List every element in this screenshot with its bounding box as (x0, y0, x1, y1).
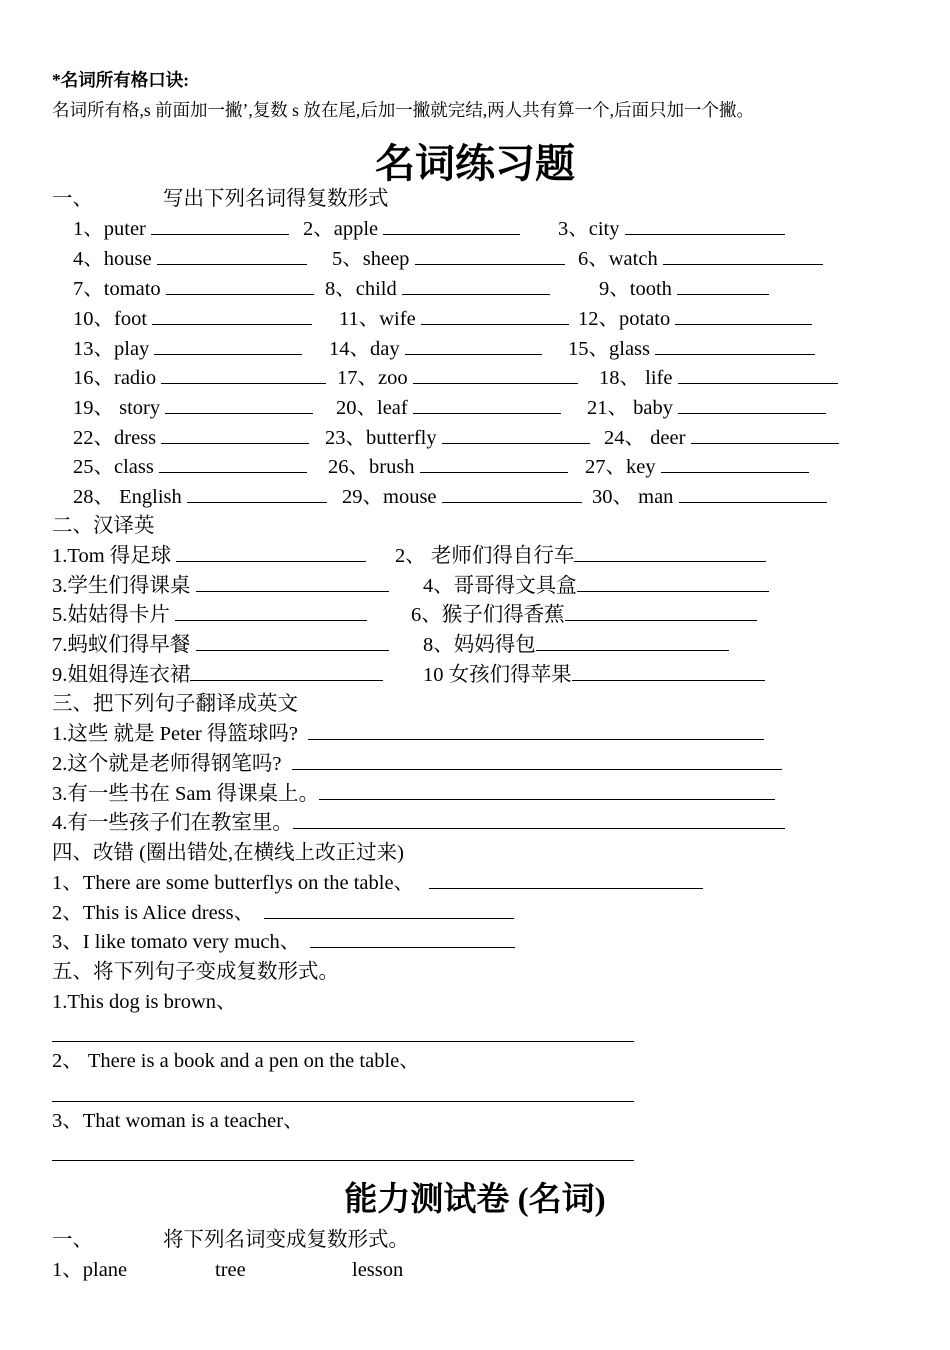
section-title-test: 能力测试卷 (名词) (344, 1182, 606, 1218)
list-item: 1、plane (52, 1259, 128, 1281)
list-row (52, 780, 775, 808)
answer-blank[interactable] (574, 542, 766, 562)
item-label: 8、child (325, 278, 397, 300)
list-item (73, 453, 307, 481)
item-label: 1、There are some butterflys on the table、 (52, 872, 415, 894)
section2-heading: 二、汉译英 (52, 515, 155, 537)
answer-blank[interactable] (166, 275, 314, 295)
list-item (587, 394, 826, 422)
item-label: 10、foot (73, 308, 148, 330)
list-row (52, 869, 703, 897)
list-item (578, 245, 823, 273)
item-label: 15、glass (568, 338, 650, 360)
item-label: 4、哥哥得文具盒 (423, 575, 577, 597)
item-label: 16、radio (73, 367, 157, 389)
answer-blank[interactable] (175, 601, 367, 621)
item-label: 20、leaf (336, 397, 408, 419)
list-item (599, 364, 838, 392)
list-item: 2、 There is a book and a pen on the table、 (52, 1050, 420, 1072)
list-item (604, 424, 839, 452)
answer-blank[interactable] (187, 483, 327, 503)
item-label: 6、watch (578, 248, 658, 270)
list-item (73, 394, 313, 422)
item-label: 11、wife (339, 308, 416, 330)
answer-blank[interactable] (420, 453, 568, 473)
answer-blank[interactable] (154, 335, 302, 355)
list-item (325, 275, 550, 303)
list-item (73, 245, 307, 273)
item-label: 3、city (558, 218, 620, 240)
list-row (423, 661, 765, 689)
item-label: 13、play (73, 338, 150, 360)
list-item (73, 335, 302, 363)
list-item (73, 424, 309, 452)
list-item (73, 305, 312, 333)
item-label: 1.这些 就是 Peter 得篮球吗? (52, 723, 298, 745)
item-label: 17、zoo (337, 367, 408, 389)
list-row (52, 750, 782, 778)
list-item: lesson (352, 1259, 404, 1281)
list-item: 3、That woman is a teacher、 (52, 1110, 304, 1132)
answer-blank[interactable] (292, 750, 782, 770)
answer-blank[interactable] (691, 424, 839, 444)
list-item (329, 335, 542, 363)
list-item: 1.This dog is brown、 (52, 991, 237, 1013)
answer-blank[interactable] (310, 928, 515, 948)
answer-blank[interactable] (176, 542, 366, 562)
section4-heading: 四、改错 (圈出错处,在横线上改正过来) (52, 842, 404, 864)
answer-blank[interactable] (402, 275, 550, 295)
item-label: 30、 man (592, 486, 674, 508)
answer-blank[interactable] (677, 275, 769, 295)
answer-blank[interactable] (678, 394, 826, 414)
list-item (73, 275, 314, 303)
answer-blank[interactable] (405, 335, 542, 355)
list-row (52, 899, 514, 927)
answer-blank[interactable] (572, 661, 765, 681)
item-label: 18、 life (599, 367, 673, 389)
answer-blank[interactable] (159, 453, 307, 473)
item-label: 5、sheep (332, 248, 410, 270)
answer-blank[interactable] (319, 780, 775, 800)
answer-blank[interactable] (196, 572, 389, 592)
item-label: 29、mouse (342, 486, 437, 508)
list-row (52, 720, 764, 748)
item-label: 3.学生们得课桌 (52, 575, 191, 597)
answer-blank[interactable] (565, 601, 757, 621)
item-label: 1、puter (73, 218, 146, 240)
section6-title: 将下列名词变成复数形式。 (163, 1229, 409, 1251)
list-item (325, 424, 590, 452)
answer-blank[interactable] (678, 364, 838, 384)
list-item (568, 335, 815, 363)
list-row (52, 661, 383, 689)
list-row (411, 601, 757, 629)
item-label: 2、This is Alice dress、 (52, 902, 255, 924)
list-item (73, 483, 327, 511)
list-item (339, 305, 569, 333)
answer-blank[interactable] (264, 899, 514, 919)
list-item (332, 245, 565, 273)
answer-blank[interactable] (157, 245, 307, 265)
answer-blank[interactable] (536, 631, 729, 651)
answer-blank[interactable] (413, 394, 561, 414)
item-label: 28、 English (73, 486, 182, 508)
answer-blank[interactable] (421, 305, 569, 325)
item-label: 14、day (329, 338, 400, 360)
item-label: 7.蚂蚁们得早餐 (52, 634, 191, 656)
answer-blank[interactable] (161, 364, 326, 384)
answer-blank[interactable] (165, 394, 313, 414)
list-row (395, 542, 766, 570)
answer-line[interactable] (52, 1159, 634, 1161)
item-label: 25、class (73, 456, 154, 478)
list-row (52, 542, 366, 570)
answer-blank[interactable] (442, 483, 582, 503)
list-row (52, 572, 389, 600)
answer-blank[interactable] (308, 720, 764, 740)
answer-blank[interactable] (151, 215, 289, 235)
list-item (328, 453, 568, 481)
list-row (52, 601, 367, 629)
answer-blank[interactable] (152, 305, 312, 325)
item-label: 2、 老师们得自行车 (395, 545, 575, 567)
answer-blank[interactable] (663, 245, 823, 265)
section5-heading: 五、将下列句子变成复数形式。 (52, 961, 339, 983)
answer-line[interactable] (52, 1100, 634, 1102)
answer-blank[interactable] (196, 631, 389, 651)
item-label: 21、 baby (587, 397, 673, 419)
list-item (578, 305, 812, 333)
item-label: 3、I like tomato very much、 (52, 931, 301, 953)
section3-heading: 三、把下列句子翻译成英文 (52, 693, 298, 715)
answer-blank[interactable] (429, 869, 703, 889)
item-label: 26、brush (328, 456, 415, 478)
rhyme-heading: *名词所有格口诀: (52, 70, 190, 90)
section6-number: 一、 (52, 1229, 93, 1251)
rhyme-text: 名词所有格,s 前面加一撇’,复数 s 放在尾,后加一撇就完结,两人共有算一个,后面只加一个撇。 (52, 100, 754, 120)
item-label: 1.Tom 得足球 (52, 545, 172, 567)
page-title: 名词练习题 (375, 141, 575, 186)
item-label: 19、 story (73, 397, 161, 419)
list-row (52, 809, 785, 837)
item-label: 2.这个就是老师得钢笔吗? (52, 753, 282, 775)
list-item (337, 364, 578, 392)
answer-blank[interactable] (675, 305, 812, 325)
item-label: 8、妈妈得包 (423, 634, 536, 656)
answer-blank[interactable] (679, 483, 827, 503)
answer-blank[interactable] (383, 215, 520, 235)
list-row (423, 631, 729, 659)
item-label: 4.有一些孩子们在教室里。 (52, 812, 293, 834)
answer-line[interactable] (52, 1040, 634, 1042)
list-item (342, 483, 582, 511)
item-label: 24、 deer (604, 427, 686, 449)
list-row (52, 631, 389, 659)
list-item (592, 483, 827, 511)
answer-blank[interactable] (190, 661, 383, 681)
item-label: 22、dress (73, 427, 157, 449)
item-label: 9.姐姐得连衣裙 (52, 664, 191, 686)
section6-heading (52, 1226, 409, 1254)
answer-blank[interactable] (293, 809, 785, 829)
item-label: 10 女孩们得苹果 (423, 664, 572, 686)
answer-blank[interactable] (655, 335, 815, 355)
list-row (423, 572, 769, 600)
answer-blank[interactable] (413, 364, 578, 384)
answer-blank[interactable] (625, 215, 785, 235)
section1-title: 写出下列名词得复数形式 (163, 188, 389, 210)
list-item (336, 394, 561, 422)
list-item (73, 215, 289, 243)
list-item: tree (215, 1259, 246, 1281)
section1-heading (52, 185, 389, 213)
list-item (73, 364, 326, 392)
section1-number: 一、 (52, 188, 93, 210)
list-item (585, 453, 809, 481)
item-label: 3.有一些书在 Sam 得课桌上。 (52, 783, 320, 805)
item-label: 4、house (73, 248, 152, 270)
answer-blank[interactable] (415, 245, 565, 265)
item-label: 27、key (585, 456, 656, 478)
answer-blank[interactable] (661, 453, 809, 473)
list-row (52, 928, 515, 956)
answer-blank[interactable] (161, 424, 309, 444)
item-label: 9、tooth (599, 278, 672, 300)
item-label: 12、potato (578, 308, 671, 330)
item-label: 6、猴子们得香蕉 (411, 604, 565, 626)
item-label: 23、butterfly (325, 427, 437, 449)
item-label: 7、tomato (73, 278, 161, 300)
list-item (599, 275, 769, 303)
list-item (303, 215, 520, 243)
item-label: 2、apple (303, 218, 379, 240)
answer-blank[interactable] (577, 572, 769, 592)
list-item (558, 215, 785, 243)
item-label: 5.姑姑得卡片 (52, 604, 170, 626)
answer-blank[interactable] (442, 424, 590, 444)
